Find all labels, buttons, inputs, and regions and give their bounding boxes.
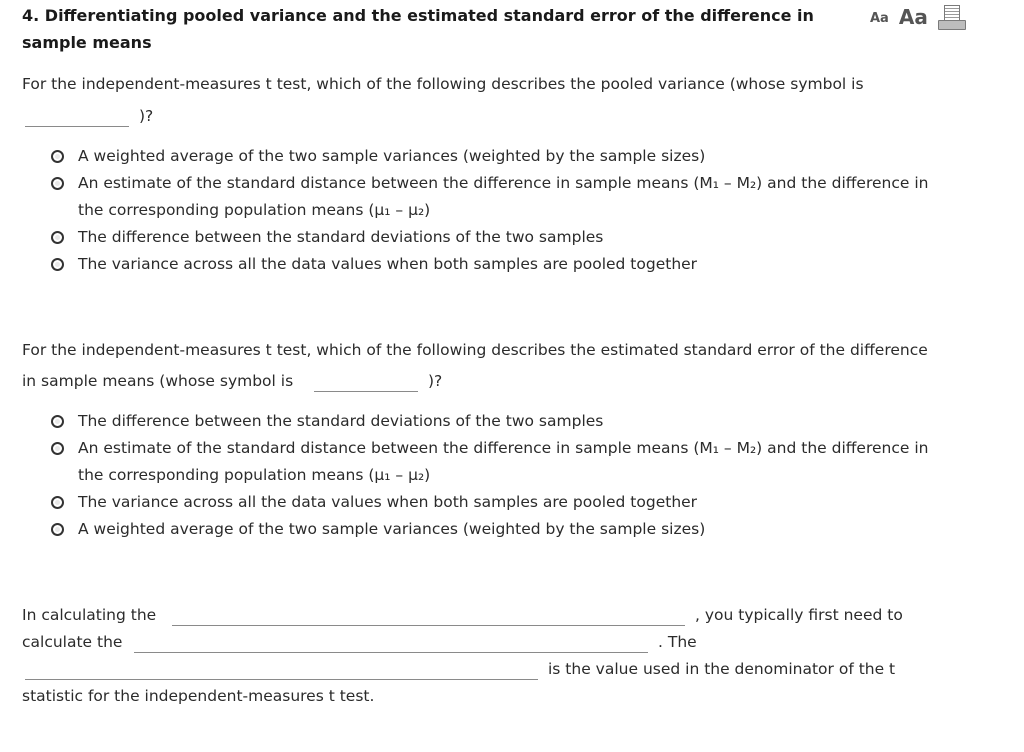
q3-text-e: is the value used in the denominator of the t <box>548 660 896 678</box>
q2-symbol-dropdown[interactable] <box>314 373 418 392</box>
q3-text-d: . The <box>658 633 697 651</box>
q3-text-c: calculate the <box>22 633 123 651</box>
q1-prompt: For the independent-measures t test, which of the following describes the pooled variance (whose symbol is <box>22 75 864 93</box>
q1-option-3-radio[interactable] <box>51 231 64 244</box>
question-title-line2: sample means <box>22 33 152 52</box>
q1-option-2-label-line2[interactable]: the corresponding population means (μ₁ – μ₂) <box>78 201 431 219</box>
q2-option-2-radio[interactable] <box>51 442 64 455</box>
q1-option-4-label[interactable]: The variance across all the data values when both samples are pooled together <box>78 255 698 273</box>
q3-blank-1-dropdown[interactable] <box>172 607 685 626</box>
q3-blank-2-dropdown[interactable] <box>134 634 648 653</box>
q2-prompt-end: )? <box>428 372 443 390</box>
q2-option-4-radio[interactable] <box>51 523 64 536</box>
q2-option-2-label-line1[interactable]: An estimate of the standard distance between the difference in sample means (M₁ – M₂) and the difference in <box>78 439 929 457</box>
q2-option-3-label[interactable]: The variance across all the data values when both samples are pooled together <box>78 493 698 511</box>
toolbar <box>870 5 966 29</box>
q1-option-1-label[interactable]: A weighted average of the two sample variances (weighted by the sample sizes) <box>78 147 706 165</box>
q1-option-2-label-line1[interactable]: An estimate of the standard distance between the difference in sample means (M₁ – M₂) and the difference in <box>78 174 929 192</box>
q1-option-1-radio[interactable] <box>51 150 64 163</box>
q2-prompt-line1: For the independent-measures t test, which of the following describes the estimated standard error of the difference <box>22 341 928 359</box>
question-title-line1: 4. Differentiating pooled variance and the estimated standard error of the difference in <box>22 6 814 25</box>
q3-text-a: In calculating the <box>22 606 157 624</box>
print-icon[interactable] <box>938 5 966 29</box>
font-size-large-button[interactable]: Aa <box>898 5 928 29</box>
q2-option-1-radio[interactable] <box>51 415 64 428</box>
q3-blank-3-dropdown[interactable] <box>25 661 538 680</box>
q1-prompt-end: )? <box>139 107 154 125</box>
q1-option-3-label[interactable]: The difference between the standard deviations of the two samples <box>78 228 604 246</box>
q1-option-2-radio[interactable] <box>51 177 64 190</box>
q1-symbol-dropdown[interactable] <box>25 108 129 127</box>
q2-option-4-label[interactable]: A weighted average of the two sample variances (weighted by the sample sizes) <box>78 520 706 538</box>
q3-text-b: , you typically first need to <box>695 606 903 624</box>
q2-option-1-label[interactable]: The difference between the standard deviations of the two samples <box>78 412 604 430</box>
q3-text-f: statistic for the independent-measures t test. <box>22 687 375 705</box>
q1-option-4-radio[interactable] <box>51 258 64 271</box>
q2-option-2-label-line2[interactable]: the corresponding population means (μ₁ – μ₂) <box>78 466 431 484</box>
q2-prompt-line2: in sample means (whose symbol is <box>22 372 294 390</box>
q2-option-3-radio[interactable] <box>51 496 64 509</box>
font-size-small-button[interactable]: Aa <box>870 11 889 26</box>
